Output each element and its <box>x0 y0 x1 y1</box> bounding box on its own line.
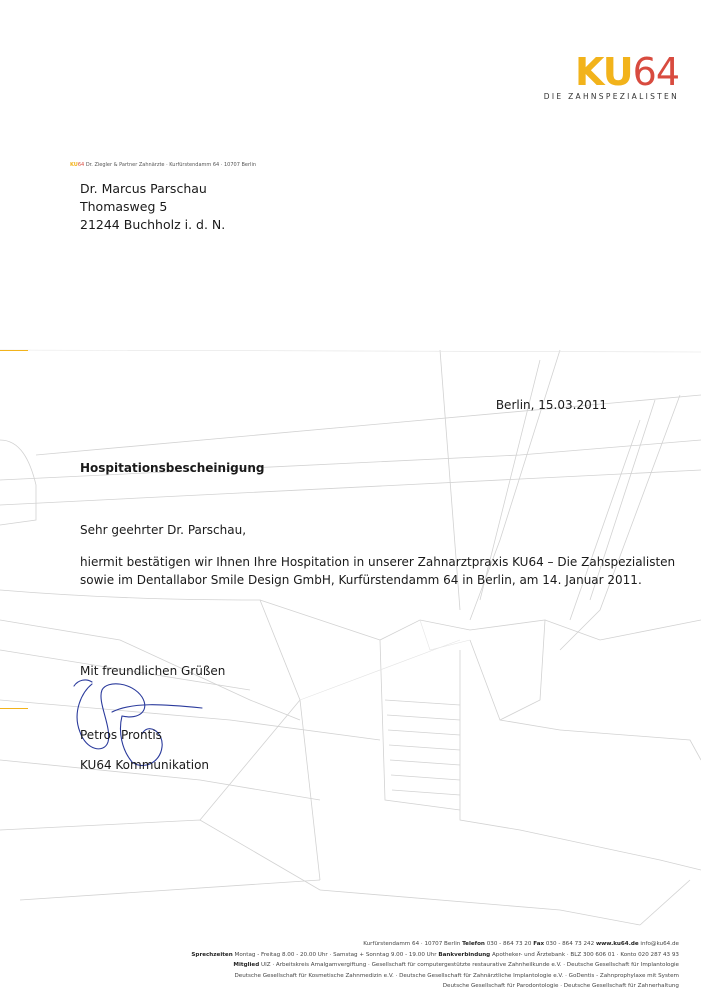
recipient-street: Thomasweg 5 <box>80 199 168 214</box>
footer-email: info@ku64.de <box>638 941 679 947</box>
footer-tel: 030 - 864 73 20 <box>484 941 534 947</box>
letter-subject: Hospitationsbescheinigung <box>80 461 265 475</box>
footer-line-5: Deutsche Gesellschaft für Parodontologie · Deutsche Gesellschaft für Zahnerhaltung <box>442 983 679 989</box>
logo-ku: KU <box>575 50 633 94</box>
body-line-2: sowie im Dentallabor Smile Design GmbH, Kurfürstendamm 64 in Berlin, am 14. Januar 2011. <box>80 573 642 587</box>
footer-line-2 <box>191 950 679 961</box>
salutation: Sehr geehrter Dr. Parschau, <box>80 523 247 537</box>
sender-brand-ku: KU <box>70 162 78 168</box>
footer-fax: 030 - 864 73 242 <box>544 941 596 947</box>
letter-footer <box>191 939 679 992</box>
footer-fax-label: Fax <box>533 941 545 947</box>
fold-mark-bottom <box>0 708 28 709</box>
signer-title: KU64 Kommunikation <box>80 758 210 772</box>
letter-body <box>80 553 675 589</box>
body-line-1: hiermit bestätigen wir Ihnen Ihre Hospitation in unserer Zahnarztpraxis KU64 – Die Zahspezialisten <box>80 555 676 569</box>
fold-mark-top <box>0 350 28 351</box>
footer-member-label: Mitglied <box>233 962 260 968</box>
footer-line-1 <box>191 939 679 950</box>
recipient-name: Dr. Marcus Parschau <box>80 181 207 196</box>
sender-text: Dr. Ziegler & Partner Zahnärzte · Kurfürstendamm 64 · 10707 Berlin <box>85 162 257 168</box>
footer-line-4: Deutsche Gesellschaft für Kosmetische Zahnmedizin e.V. · Deutsche Gesellschaft für Zahnärztliche Implantologie e.V. · GoDentis - Zahnprophylaxe mit System <box>234 972 679 979</box>
footer-website: www.ku64.de <box>595 941 639 947</box>
closing: Mit freundlichen Grüßen <box>80 664 226 678</box>
recipient-address <box>80 180 225 234</box>
footer-tel-label: Telefon <box>462 941 485 947</box>
footer-bank-label: Bankverbindung <box>438 951 491 958</box>
footer-hours: Montag - Freitag 8.00 - 20.00 Uhr · Samstag + Sonntag 9.00 - 19.00 Uhr <box>232 951 439 958</box>
letter-date: Berlin, 15.03.2011 <box>495 398 607 412</box>
footer-memberships: UIZ · Arbeitskreis Amalgamvergiftung · Gesellschaft für computergestützte restaurative Zahnheilkunde e.V. · Deutsche Gesellschaft für Implantologie <box>259 962 679 968</box>
footer-bank: Apotheker- und Ärztebank · BLZ 300 606 01 · Konto 020 287 43 93 <box>490 951 679 958</box>
sender-line <box>70 162 256 168</box>
sender-brand-64: 64 <box>77 162 85 168</box>
footer-line-3 <box>191 960 679 971</box>
signer-name: Petros Prontis <box>80 728 162 742</box>
handwritten-signature <box>52 672 212 772</box>
logo-64: 64 <box>632 50 679 94</box>
footer-address: Kurfürstendamm 64 · 10707 Berlin <box>363 941 463 947</box>
footer-hours-label: Sprechzeiten <box>191 951 233 958</box>
logo-tagline: DIE ZAHNSPEZIALISTEN <box>543 92 679 101</box>
company-logo <box>544 52 679 101</box>
recipient-city: 21244 Buchholz i. d. N. <box>80 217 226 232</box>
logo-mark <box>544 52 679 92</box>
